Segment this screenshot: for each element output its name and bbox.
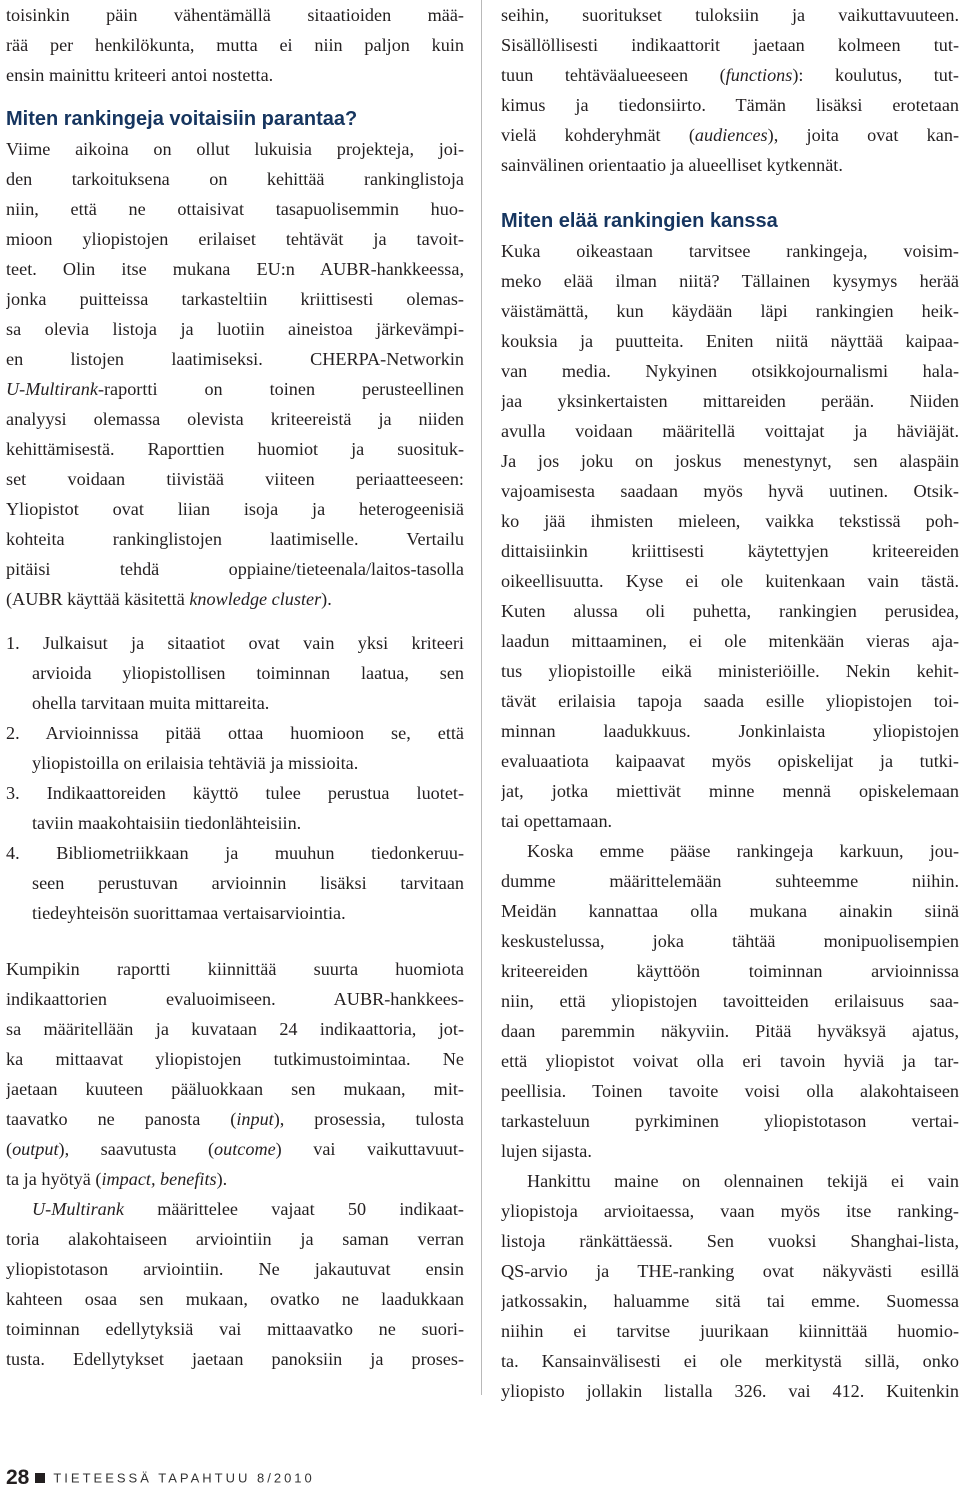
text-line: seihin, suoritukset tuloksiin ja vaikuttavuuteen. <box>501 5 959 25</box>
square-bullet-icon <box>35 1473 45 1483</box>
body-paragraph <box>501 1166 959 1406</box>
italic-term: knowledge cluster <box>189 589 322 609</box>
section-heading: Miten rankingeja voitaisiin parantaa? <box>6 108 358 130</box>
text-line: tarkasteluun pyrkiminen yliopistotason vertai- <box>501 1111 959 1131</box>
text-line: Viime aikoina on ollut lukuisia projekteja, joi- <box>6 139 464 159</box>
text-line: 1. Julkaisut ja sitaatiot ovat vain yksi kriteeri <box>6 633 464 653</box>
text-line: kehittämisestä. Raporttien huomiot ja suosituk- <box>6 439 464 459</box>
text-line: daan paremmin näkyviin. Pitää hyväksyä ajatus, <box>501 1021 959 1041</box>
text-line: jat, jotka miettivät minne mennä opiskelemaan <box>501 781 959 801</box>
text-line: ta ja hyötyä (impact, benefits). <box>6 1169 228 1189</box>
text-line: Kuka oikeastaan tarvitsee rankingeja, voisim- <box>501 241 959 261</box>
text-line: ta. Kansainvälisesti ei ole merkitystä sillä, onko <box>501 1351 959 1371</box>
text-line: ensin mainittu kriteeri antoi nostetta. <box>6 65 274 85</box>
text-line: kahteen osaa sen mukaan, ovatko ne laadukkaan <box>6 1289 464 1309</box>
text-line: 4. Bibliometriikkaan ja muuhun tiedonkeruu- <box>6 843 464 863</box>
text-line: seen perustuvan arvioinnin lisäksi tarvitaan <box>32 873 464 893</box>
list-item <box>6 838 464 928</box>
text-line: toiminnan edellytyksiä vai mittaavatko ne suori- <box>6 1319 464 1339</box>
list-item <box>6 628 464 718</box>
text-line: U-Multirank määrittelee vajaat 50 indikaat- <box>32 1199 464 1219</box>
body-paragraph <box>501 0 959 180</box>
text-line: jaetaan kuuteen pääluokkaan sen mukaan, mit- <box>6 1079 464 1099</box>
text-line: avulla voidaan määritellä voittajat ja häviäjät. <box>501 421 959 441</box>
text-line: oikeellisuutta. Kyse ei ole kuitenkaan vain tästä. <box>501 571 959 591</box>
text-line: ohella tarvitaan muita mittareita. <box>32 693 270 713</box>
text-line: vajoamisesta saadaan myös hyvä uutinen. Otsik- <box>501 481 959 501</box>
text-line: toisinkin päin vähentämällä sitaatioiden mää- <box>6 5 464 25</box>
numbered-list <box>6 628 464 928</box>
text-line: tiedeyhteisön suorittamaa vertaisarviointia. <box>32 903 346 923</box>
text-line: sainvälinen orientaatio ja alueelliset kytkennät. <box>501 155 843 175</box>
text-line: peellisia. Toinen tavoite voisi olla alakohtaiseen <box>501 1081 959 1101</box>
text-line: tuun tehtäväalueeseen (functions): koulutus, tut- <box>501 65 959 85</box>
text-line: yliopistoja arvioitaessa, vaan myös itse ranking- <box>501 1201 959 1221</box>
text-line: listoja ränkättäessä. Sen vuoksi Shanghai-lista, <box>501 1231 959 1251</box>
text-line: rää per henkilökunta, mutta ei niin paljon kuin <box>6 35 464 55</box>
text-line: sa olevia listoja ja luotiin aineistoa järkevämpi- <box>6 319 464 339</box>
text-line: kimus ja tiedonsiirto. Tämän lisäksi erotetaan <box>501 95 959 115</box>
text-line: Kuten alussa oli puhetta, rankingien perusidea, <box>501 601 959 621</box>
text-line: jatkossakin, haluamme sitä tai emme. Suomessa <box>501 1291 959 1311</box>
page-number: 28 <box>6 1466 30 1489</box>
text-line: Hankittu maine on olennainen tekijä ei vain <box>527 1171 959 1191</box>
text-line: evaluaatiota kaipaavat myös opiskelijat ja tutki- <box>501 751 959 771</box>
text-line: jonka puitteissa tarkasteltiin kriittisesti olemas- <box>6 289 464 309</box>
text-line: yliopistotason arviointiin. Ne jakautuvat ensin <box>6 1259 464 1279</box>
text-line: niihin ei tarvitse juurikaan kiinnittää huomio- <box>501 1321 959 1341</box>
text-line: Koska emme pääse rankingeja karkuun, jou- <box>527 841 959 861</box>
text-line: meko elää ilman niitä? Tällainen kysymys herää <box>501 271 959 291</box>
text-line: niin, että ne ottaisivat tasapuolisemmin huo- <box>6 199 464 219</box>
text-line: keskustelussa, joka tähtää monipuolisempien <box>501 931 959 951</box>
text-line: den tarkoituksena on kehittää rankinglistoja <box>6 169 464 189</box>
text-line: että yliopistot voivat olla eri tavoin hyviä ja tar- <box>501 1051 959 1071</box>
text-line: tusta. Edellytykset jaetaan panoksiin ja proses- <box>6 1349 464 1369</box>
text-line: set voidaan tiivistää viiteen periaatteeseen: <box>6 469 464 489</box>
text-line: kohteita rankinglistojen laatimiselle. Vertailu <box>6 529 464 549</box>
text-line: tai opettamaan. <box>501 811 613 831</box>
section-heading: Miten elää rankingien kanssa <box>501 210 778 232</box>
text-line: sa määritellään ja kuvataan 24 indikaattoria, jot- <box>6 1019 464 1039</box>
text-line: 3. Indikaattoreiden käyttö tulee perustua luotet- <box>6 783 464 803</box>
text-line: arvioida yliopistollisen toiminnan laatua, sen <box>32 663 464 683</box>
text-line: indikaattorien evaluoimiseen. AUBR-hankkees- <box>6 989 464 1009</box>
column-divider <box>481 0 482 1395</box>
text-line: yliopistoilla on erilaisia tehtäviä ja missioita. <box>32 753 359 773</box>
text-line: väistämättä, kun käydään läpi rankingien heik- <box>501 301 959 321</box>
text-line: (AUBR käyttää käsitettä knowledge cluster). <box>6 589 332 609</box>
text-line: Ja jos joku on joskus menestynyt, sen alaspäin <box>501 451 959 471</box>
body-paragraph <box>501 836 959 1166</box>
text-line: jaa yksinkertaisten mittareiden perään. Niiden <box>501 391 959 411</box>
text-line: ko jää ihmisten mieleen, vaikka tekstissä poh- <box>501 511 959 531</box>
text-line: kriteereiden käyttöön toiminnan arvioinnissa <box>501 961 959 981</box>
body-paragraph <box>6 954 464 1194</box>
italic-term: U-Multirank <box>32 1199 124 1219</box>
text-line: minnan laadukkuus. Jonkinlaista yliopistojen <box>501 721 959 741</box>
text-line: tus yliopistoille eikä ministeriöille. Nekin kehit- <box>501 661 959 681</box>
text-line: dittaisiinkin kriittisesti käytettyjen kriteereiden <box>501 541 959 561</box>
body-paragraph <box>6 1194 464 1374</box>
text-line: U-Multirank-raportti on toinen perusteellinen <box>6 379 464 399</box>
text-line: yliopisto jollakin listalla 326. vai 412. Kuitenkin <box>501 1381 959 1401</box>
text-line: mioon yliopistojen erilaiset tehtävät ja tavoit- <box>6 229 464 249</box>
italic-term: U-Multirank <box>6 379 98 399</box>
text-line: (output), saavutusta (outcome) vai vaikuttavuut- <box>6 1139 464 1159</box>
text-line: niin, että yliopistojen tavoitteiden erilaisuus saa- <box>501 991 959 1011</box>
text-line: van media. Nykyinen otsikkojournalismi hala- <box>501 361 959 381</box>
page-footer <box>6 1466 315 1490</box>
intro-paragraph <box>6 0 464 90</box>
text-line: dumme määrittelemään suhteemme niihin. <box>501 871 959 891</box>
body-paragraph <box>501 236 959 836</box>
text-line: lujen sijasta. <box>501 1141 592 1161</box>
text-line: Yliopistot ovat liian isoja ja heterogeenisiä <box>6 499 464 519</box>
text-line: kouksia ja puutteita. Eniten niitä näyttää kaipaa- <box>501 331 959 351</box>
text-line: analyysi olemassa olevista kriteereistä ja niiden <box>6 409 464 429</box>
right-column <box>501 0 959 1406</box>
text-line: ka mittaavat yliopistojen tutkimustoimintaa. Ne <box>6 1049 464 1069</box>
body-paragraph <box>6 134 464 614</box>
text-line: laadun mittaaminen, ei ole mitenkään vieras aja- <box>501 631 959 651</box>
text-line: vielä kohderyhmät (audiences), joita ovat kan- <box>501 125 959 145</box>
text-line: taviin maakohtaisiin tiedonlähteisiin. <box>32 813 302 833</box>
text-line: tävät erilaisia tapoja saada esille yliopistojen toi- <box>501 691 959 711</box>
text-line: Kumpikin raportti kiinnittää suurta huomiota <box>6 959 464 979</box>
text-line: Meidän kannattaa olla mukana ainakin siinä <box>501 901 959 921</box>
list-item <box>6 718 464 778</box>
text-line: pitäisi tehdä oppiaine/tieteenala/laitos-tasolla <box>6 559 464 579</box>
text-line: taavatko ne panosta (input), prosessia, tulosta <box>6 1109 464 1129</box>
text-line: QS-arvio ja THE-ranking ovat näkyvästi esillä <box>501 1261 959 1281</box>
text-line: en listojen laatimiseksi. CHERPA-Networkin <box>6 349 464 369</box>
publication-name: TIETEESSÄ TAPAHTUU 8/2010 <box>53 1470 315 1486</box>
text-line: 2. Arvioinnissa pitää ottaa huomioon se, että <box>6 723 464 743</box>
list-item <box>6 778 464 838</box>
left-column <box>6 0 464 1374</box>
text-line: teet. Olin itse mukana EU:n AUBR-hankkeessa, <box>6 259 464 279</box>
text-line: Sisällöllisesti indikaattorit jaetaan kolmeen tut- <box>501 35 959 55</box>
text-line: toria alakohtaiseen arviointiin ja saman verran <box>6 1229 464 1249</box>
